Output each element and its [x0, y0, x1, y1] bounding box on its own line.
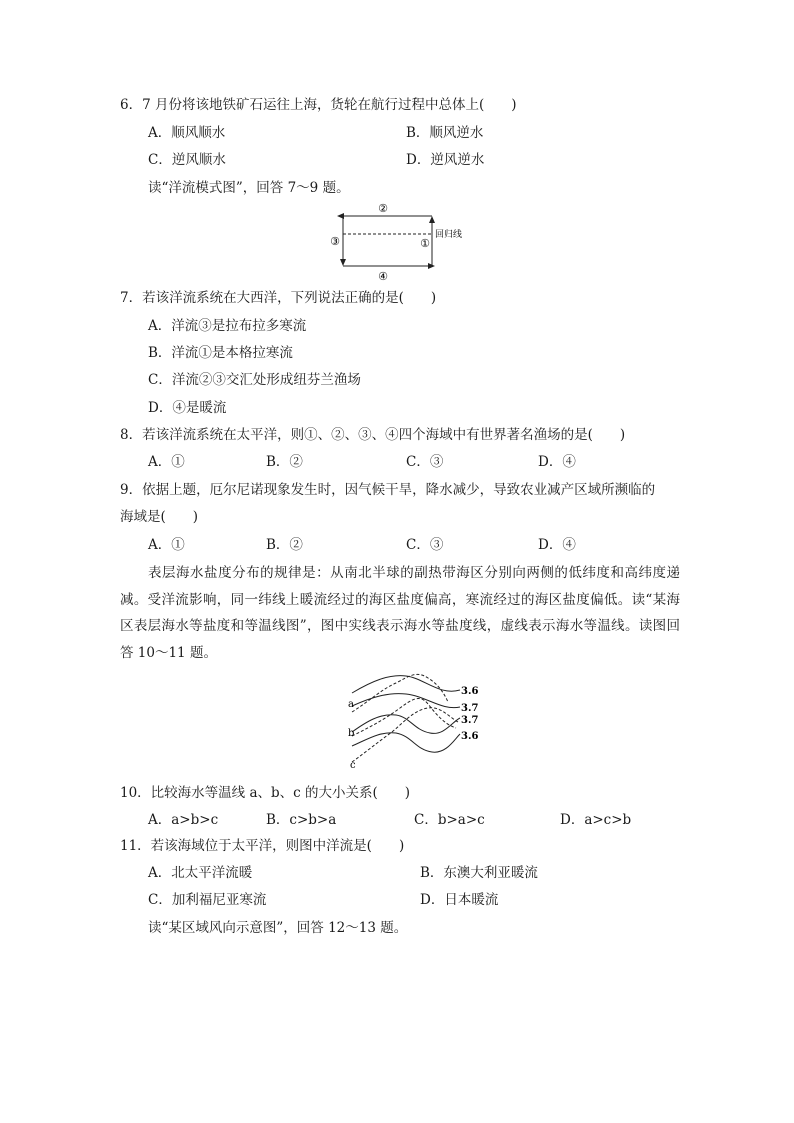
q6-option-c: C．逆风顺水 [148, 152, 226, 168]
q8-option-c: C．③ [406, 454, 444, 470]
salinity-isotherm-figure [344, 666, 484, 770]
q10-stem: 10．比较海水等温线 a、b、c 的大小关系( ) [120, 785, 411, 801]
fig1-label-2: ② [378, 202, 388, 215]
q7-option-d: D．④是暖流 [148, 400, 227, 416]
q8-option-d: D．④ [538, 454, 576, 470]
q8-option-b: B．② [266, 454, 303, 470]
q11-option-d: D．日本暖流 [420, 892, 499, 908]
q10-option-b: B．c>b>a [266, 812, 337, 828]
q6-option-b: B．顺风逆水 [406, 125, 484, 141]
salinity-label-1: 3.6 [461, 686, 479, 697]
fig1-label-3: ③ [330, 235, 340, 248]
fig1-label-4: ④ [378, 270, 388, 282]
q6-option-a: A．顺风顺水 [148, 125, 226, 141]
q8-option-a: A．① [148, 454, 185, 470]
q11-option-c: C．加利福尼亚寒流 [148, 892, 267, 908]
q6-stem: 6．7 月份将该地铁矿石运往上海，货轮在航行过程中总体上( ) [120, 97, 517, 113]
ocean-current-model-figure [326, 200, 476, 282]
fig1-tropic-label: 回归线 [435, 230, 463, 240]
intro-7-9: 读“洋流模式图”，回答 7～9 题。 [148, 180, 350, 196]
q10-option-a: A．a>b>c [148, 812, 219, 828]
salinity-label-2: 3.7 [461, 703, 479, 714]
isotherm-label-a: a [348, 699, 354, 710]
q9-stem-line1: 9．依据上题，厄尔尼诺现象发生时，因气候干旱，降水减少，导致农业减产区域所濒临的 [120, 482, 656, 498]
q9-option-c: C．③ [406, 537, 444, 553]
q8-stem: 8．若该洋流系统在太平洋，则①、②、③、④四个海域中有世界著名渔场的是( ) [120, 427, 626, 443]
q7-option-a: A．洋流③是拉布拉多寒流 [148, 318, 307, 334]
q6-option-d: D．逆风逆水 [406, 152, 485, 168]
q9-option-b: B．② [266, 537, 303, 553]
salinity-label-3: 3.7 [461, 715, 479, 726]
fig1-label-1: ① [420, 237, 430, 250]
isotherm-label-c: c [350, 760, 356, 770]
isotherm-label-b: b [348, 728, 355, 739]
q10-option-d: D．a>c>b [560, 812, 632, 828]
salinity-label-4: 3.6 [461, 731, 479, 742]
q7-stem: 7．若该洋流系统在大西洋，下列说法正确的是( ) [120, 290, 437, 306]
intro-12-13: 读“某区域风向示意图”，回答 12～13 题。 [148, 920, 408, 936]
q9-stem-line2: 海域是( ) [120, 509, 199, 525]
q9-option-d: D．④ [538, 537, 576, 553]
q10-option-c: C．b>a>c [414, 812, 485, 828]
q7-option-b: B．洋流①是本格拉寒流 [148, 345, 293, 361]
q11-option-a: A．北太平洋流暖 [148, 865, 253, 881]
q9-option-a: A．① [148, 537, 185, 553]
q11-option-b: B．东澳大利亚暖流 [420, 865, 538, 881]
q7-option-c: C．洋流②③交汇处形成纽芬兰渔场 [148, 372, 361, 388]
passage-10-11: 表层海水盐度分布的规律是：从南北半球的副热带海区分别向两侧的低纬度和高纬度递减。受洋流影响，同一纬线上暖流经过的海区盐度偏高，寒流经过的海区盐度偏低。读“某海区表层海水等盐度和等温线图”，图中实线表示海水等盐度线，虚线表示海水等温线。读图回答 10～11 题。 [120, 565, 680, 661]
q11-stem: 11．若该海域位于太平洋，则图中洋流是( ) [120, 838, 405, 854]
